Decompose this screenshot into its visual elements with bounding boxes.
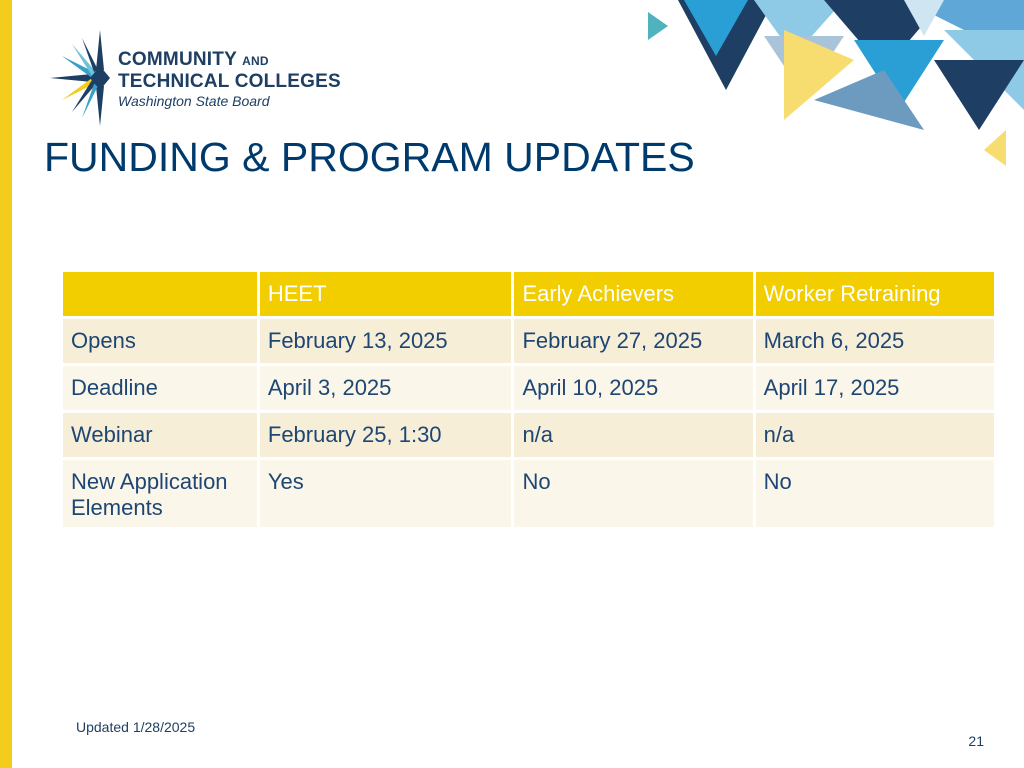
table-cell: Webinar xyxy=(63,413,257,457)
table-header-row xyxy=(63,272,994,316)
logo-technical-colleges: TECHNICAL COLLEGES xyxy=(118,71,341,92)
table-cell: April 17, 2025 xyxy=(756,366,994,410)
logo-state-board: Washington State Board xyxy=(118,93,270,109)
table-row xyxy=(63,460,994,527)
table-row xyxy=(63,366,994,410)
table-cell: n/a xyxy=(514,413,752,457)
page-title: FUNDING & PROGRAM UPDATES xyxy=(44,134,695,180)
table-cell: n/a xyxy=(756,413,994,457)
left-accent-bar xyxy=(0,0,12,768)
table-cell: March 6, 2025 xyxy=(756,319,994,363)
table-cell: No xyxy=(756,460,994,527)
table-cell: February 25, 1:30 xyxy=(260,413,512,457)
table-cell: February 13, 2025 xyxy=(260,319,512,363)
table-cell: February 27, 2025 xyxy=(514,319,752,363)
funding-table xyxy=(60,269,997,530)
table-cell: Opens xyxy=(63,319,257,363)
table-row xyxy=(63,413,994,457)
updated-date: Updated 1/28/2025 xyxy=(76,719,196,735)
table-cell: Deadline xyxy=(63,366,257,410)
page-number: 21 xyxy=(968,733,984,749)
table-header-cell: Early Achievers xyxy=(514,272,752,316)
table-header-cell xyxy=(63,272,257,316)
table-cell: New Application Elements xyxy=(63,460,257,527)
logo-wordmark xyxy=(118,50,341,110)
logo-and: AND xyxy=(242,54,269,68)
table-row xyxy=(63,319,994,363)
table-cell: No xyxy=(514,460,752,527)
table-cell: April 3, 2025 xyxy=(260,366,512,410)
table-cell: April 10, 2025 xyxy=(514,366,752,410)
table-header-cell: HEET xyxy=(260,272,512,316)
table-header-cell: Worker Retraining xyxy=(756,272,994,316)
logo-community: COMMUNITY xyxy=(118,49,237,70)
table-cell: Yes xyxy=(260,460,512,527)
decorative-triangles xyxy=(644,0,1024,180)
